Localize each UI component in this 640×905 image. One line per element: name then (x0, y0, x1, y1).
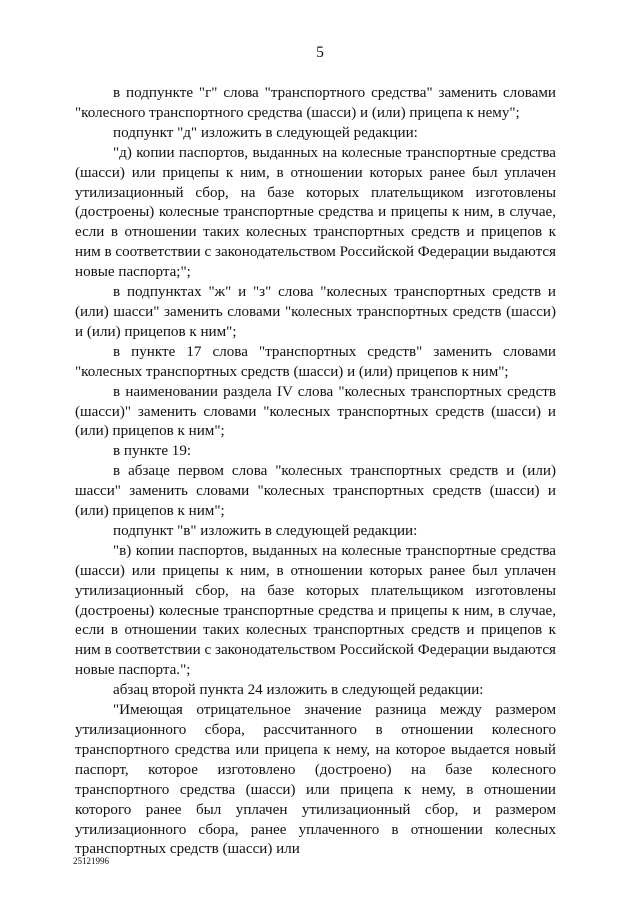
paragraph: в наименовании раздела IV слова "колесных транспортных средств (шасси)" заменить словами "колесных транспортных средств (шасси) и (или) прицепов к ним"; (75, 383, 556, 440)
paragraph: "д) копии паспортов, выданных на колесные транспортные средства (шасси) или прицепы к ним, в отношении которых ранее был уплачен утилизационный сбор, на базе которых плательщиком изготовлены (достроены) колесные транспортные средства и прицепы к ним, в случае, если в отношении таких колесных транспортных средств и прицепов к ним в соответствии с законодательством Российской Федерации выдаются новые паспорта;"; (75, 144, 556, 281)
paragraph: абзац второй пункта 24 изложить в следующей редакции: (113, 682, 484, 699)
paragraph: в пункте 17 слова "транспортных средств" заменить словами "колесных транспортных средств (шасси) и (или) прицепов к ним"; (75, 343, 556, 380)
document-code: 25121996 (73, 856, 109, 866)
paragraph: в подпункте "г" слова "транспортного средства" заменить словами "колесного транспортного средства (шасси) и (или) прицепа к нему"; (75, 85, 556, 121)
paragraph: подпункт "д" изложить в следующей редакции: (113, 124, 418, 141)
paragraph: в пункте 19: (113, 443, 192, 460)
paragraph: "в) копии паспортов, выданных на колесные транспортные средства (шасси) или прицепы к ним, в отношении которых ранее был уплачен утилизационный сбор, на базе которых плательщиком изготовлены (достроены) колесные транспортные средства и прицепы к ним, в случае, если в отношении таких колесных транспортных средств и прицепов к ним в соответствии с законодательством Российской Федерации выдаются новые паспорта."; (75, 542, 556, 679)
paragraph: в подпунктах "ж" и "з" слова "колесных транспортных средств и (или) шасси" заменить словами "колесных транспортных средств (шасси) и (или) прицепов к ним"; (75, 284, 556, 340)
paragraph: "Имеющая отрицательное значение разница между размером утилизационного сбора, рассчитанного в отношении колесного транспортного средства или прицепа к нему, на которое выдается новый паспорт, которое изготовлено (достроено) на базе колесного транспортного средства (шасси) или прицепа к нему, в отношении которого ранее был уплачен утилизационный сбор, и размером утилизационного сбора, ранее уплаченного в отношении колесных транспортных средств (шасси) или (75, 702, 556, 858)
paragraph: в абзаце первом слова "колесных транспортных средств и (или) шасси" заменить словами "колесных транспортных средств (шасси) и (или) прицепов к ним"; (75, 463, 556, 520)
paragraph: подпункт "в" изложить в следующей редакции: (113, 522, 418, 539)
document-body (75, 84, 556, 860)
page-number: 5 (316, 44, 324, 61)
